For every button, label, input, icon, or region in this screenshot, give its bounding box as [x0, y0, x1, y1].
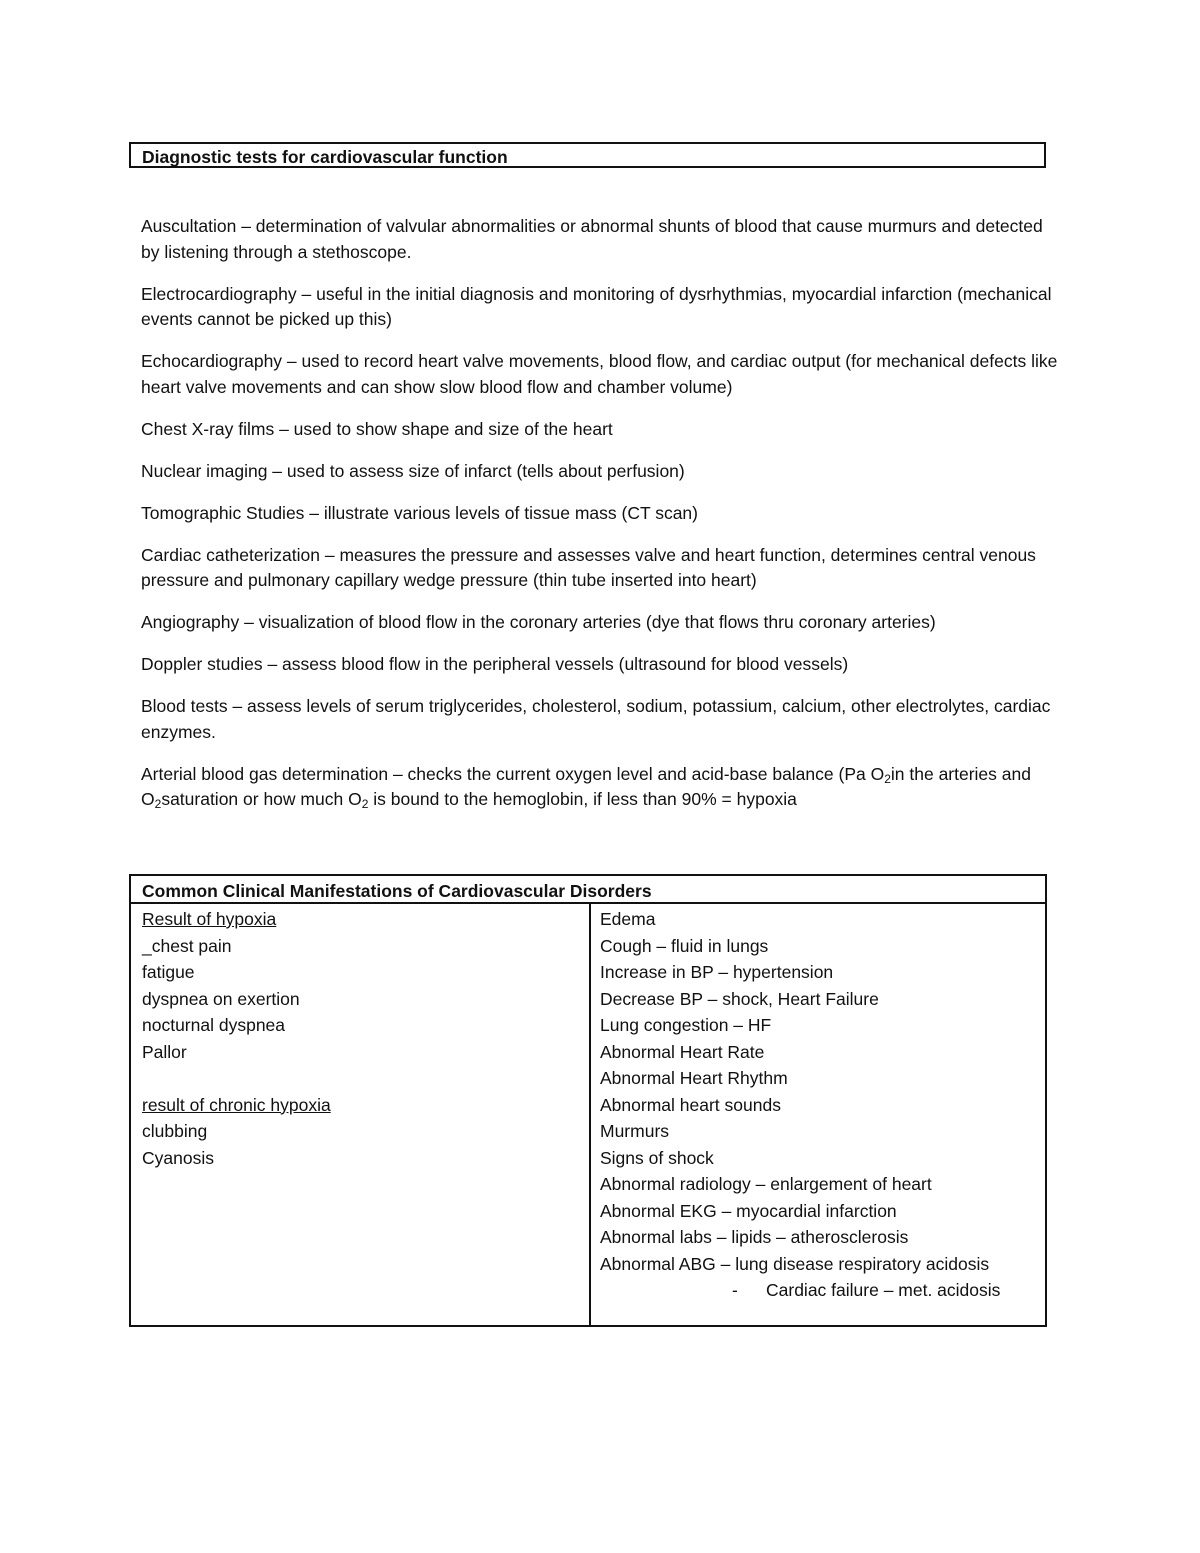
sub-list-item-text: Cardiac failure – met. acidosis [766, 1280, 1001, 1300]
diagnostic-test-list [141, 214, 1061, 829]
test-entry-angiography: Angiography – visualization of blood flow in the coronary arteries (dye that flows thru coronary arteries) [141, 612, 936, 632]
test-entry-catheterization: Cardiac catheterization – measures the pressure and assesses valve and heart function, determines central venous pressure and pulmonary capillary wedge pressure (thin tube inserted into heart) [141, 544, 1036, 590]
list-item: Abnormal heart sounds [600, 1094, 781, 1115]
list-item: Abnormal ABG – lung disease respiratory acidosis [600, 1253, 990, 1274]
list-item: Edema [600, 909, 656, 929]
abg-subscript-3: 2 [361, 797, 369, 811]
list-item: Cyanosis [142, 1147, 214, 1168]
section-title: Diagnostic tests for cardiovascular function [142, 147, 508, 167]
left-heading-chronic-hypoxia: result of chronic hypoxia [142, 1094, 331, 1115]
test-entry-echocardiography: Echocardiography – used to record heart valve movements, blood flow, and cardiac output (for mechanical defects like heart valve movements and can show slow blood flow and chamber volume) [141, 351, 1058, 397]
abg-text-2: in the arteries and O [141, 763, 1031, 809]
list-item: Abnormal radiology – enlargement of heart [600, 1174, 932, 1194]
list-item: clubbing [142, 1121, 208, 1141]
list-item: Cough – fluid in lungs [600, 935, 769, 956]
abg-subscript-1: 2 [884, 771, 891, 786]
list-item: Pallor [142, 1041, 187, 1062]
test-entry-abg [141, 762, 1061, 813]
list-item: _chest pain [142, 935, 232, 956]
test-entry-electrocardiography: Electrocardiography – useful in the initial diagnosis and monitoring of dysrhythmias, myocardial infarction (mechanical events cannot be picked up this) [141, 283, 1052, 329]
section-title-box [129, 142, 1046, 168]
list-item: dyspnea on exertion [142, 988, 300, 1009]
list-item: Signs of shock [600, 1147, 714, 1168]
manifestations-right-column [600, 906, 1040, 1304]
test-entry-nuclear-imaging: Nuclear imaging – used to assess size of infarct (tells about perfusion) [141, 460, 685, 481]
list-item: Abnormal Heart Rate [600, 1041, 765, 1062]
test-entry-doppler: Doppler studies – assess blood flow in the peripheral vessels (ultrasound for blood vessels) [141, 654, 849, 674]
manifestations-table [129, 874, 1047, 1327]
test-entry-auscultation: Auscultation – determination of valvular abnormalities or abnormal shunts of blood that cause murmurs and detected by listening through a stethoscope. [141, 216, 1043, 262]
list-item: Murmurs [600, 1121, 670, 1141]
abg-subscript-2: 2 [154, 797, 162, 811]
abg-text-1: Arterial blood gas determination – checks the current oxygen level and acid-base balance (Pa O [141, 763, 885, 784]
list-item: fatigue [142, 962, 195, 982]
manifestations-header: Common Clinical Manifestations of Cardiovascular Disorders [131, 876, 1045, 904]
list-item: Abnormal EKG – myocardial infarction [600, 1200, 897, 1221]
left-heading-hypoxia: Result of hypoxia [142, 909, 277, 929]
abg-text-3: saturation or how much O [161, 789, 362, 809]
blank-line [142, 1065, 582, 1092]
manifestations-left-column [142, 906, 582, 1171]
test-entry-tomographic: Tomographic Studies – illustrate various levels of tissue mass (CT scan) [141, 502, 698, 523]
test-entry-blood-tests: Blood tests – assess levels of serum triglycerides, cholesterol, sodium, potassium, calcium, other electrolytes, cardiac enzymes. [141, 696, 1051, 742]
list-item: Decrease BP – shock, Heart Failure [600, 988, 879, 1009]
list-item: nocturnal dyspnea [142, 1015, 286, 1035]
column-divider [589, 902, 591, 1327]
list-item: Abnormal labs – lipids – atherosclerosis [600, 1227, 909, 1247]
list-item: Lung congestion – HF [600, 1015, 772, 1035]
abg-text-4: is bound to the hemoglobin, if less than 90% = hypoxia [368, 789, 797, 809]
test-entry-chest-xray: Chest X-ray films – used to show shape and size of the heart [141, 418, 613, 439]
list-item: Increase in BP – hypertension [600, 962, 834, 982]
dash-bullet: - [732, 1280, 738, 1300]
sub-list-item [600, 1277, 1040, 1304]
list-item: Abnormal Heart Rhythm [600, 1068, 788, 1088]
